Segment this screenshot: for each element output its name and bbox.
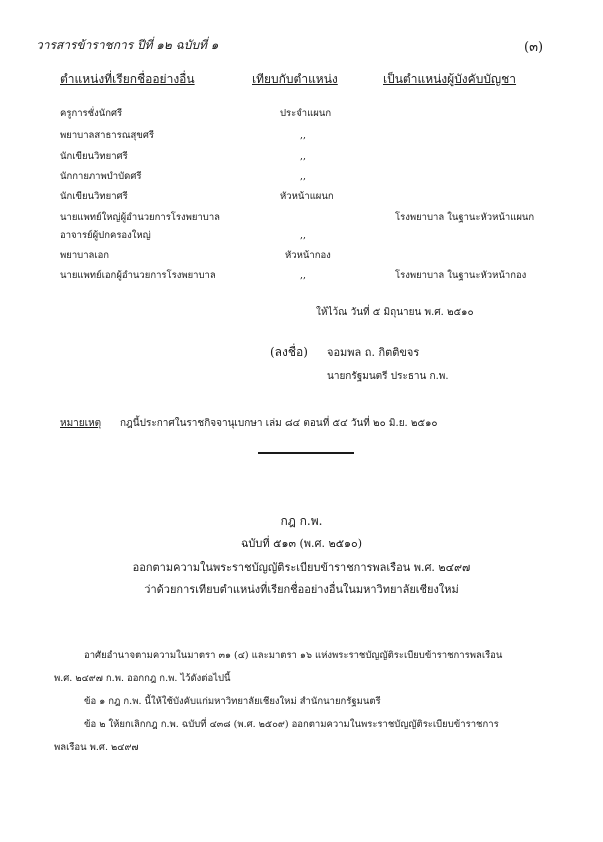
- row-title: นายแพทย์เอกผู้อำนวยการโรงพยาบาล: [60, 270, 216, 281]
- rule-subject: ว่าด้วยการเทียบตำแหน่งที่เรียกชื่ออย่างอื่นในมหาวิทยาลัยเชียงใหม่: [144, 583, 459, 596]
- column-header-title: ตำแหน่งที่เรียกชื่ออย่างอื่น: [60, 72, 195, 86]
- row-command: โรงพยาบาล ในฐานะหัวหน้าแผนก: [395, 212, 535, 223]
- body-clause-2: ข้อ ๒ ให้ยกเลิกกฎ ก.พ. ฉบับที่ ๔๓๘ (พ.ศ. ๒๕๐๙) ออกตามความในพระราชบัญญัติระเบียบข้าราชการ: [84, 719, 499, 730]
- row-equivalent: ,,: [300, 230, 307, 241]
- signature-label: (ลงชื่อ): [270, 345, 308, 359]
- row-title: อาจารย์ผู้ปกครองใหญ่: [60, 230, 151, 241]
- row-title: นักเขียนวิทยาศรี: [60, 151, 128, 162]
- page-number: (๓): [524, 40, 544, 55]
- row-command: โรงพยาบาล ในฐานะหัวหน้ากอง: [395, 270, 527, 281]
- signatory-name: จอมพล ถ. กิตติขจร: [327, 346, 420, 359]
- row-title: พยาบาลเอก: [60, 250, 110, 261]
- rule-subtitle: ออกตามความในพระราชบัญญัติระเบียบข้าราชการพลเรือน พ.ศ. ๒๔๙๗: [132, 561, 471, 574]
- body-paragraph-1: อาศัยอำนาจตามความในมาตรา ๓๑ (๔) และมาตรา ๑๖ แห่งพระราชบัญญัติระเบียบข้าราชการพลเรือน: [84, 650, 503, 661]
- row-equivalent: ,,: [300, 130, 307, 141]
- row-title: นายแพทย์ใหญ่ผู้อำนวยการโรงพยาบาล: [60, 212, 220, 223]
- row-equivalent: ประจำแผนก: [280, 108, 332, 119]
- rule-number: ฉบับที่ ๕๑๓ (พ.ศ. ๒๕๑๐): [240, 537, 363, 550]
- row-equivalent: หัวหน้าแผนก: [280, 191, 334, 202]
- row-equivalent: หัวหน้ากอง: [285, 250, 331, 261]
- body-paragraph-1-continued: พ.ศ. ๒๔๙๗ ก.พ. ออกกฎ ก.พ. ไว้ดังต่อไปนี้: [54, 673, 231, 684]
- note-text: กฎนี้ประกาศในราชกิจจานุเบกษา เล่ม ๘๔ ตอนที่ ๕๔ วันที่ ๒๐ มิ.ย. ๒๕๑๐: [120, 418, 438, 429]
- row-equivalent: ,,: [300, 270, 307, 281]
- column-header-command: เป็นตำแหน่งผู้บังคับบัญชา: [383, 72, 517, 86]
- row-equivalent: ,,: [300, 171, 307, 182]
- row-title: นักเขียนวิทยาศรี: [60, 191, 128, 202]
- body-clause-1: ข้อ ๑ กฎ ก.พ. นี้ให้ใช้บังคับแก่มหาวิทยาลัยเชียงใหม่ สำนักนายกรัฐมนตรี: [84, 696, 381, 707]
- row-equivalent: ,,: [300, 151, 307, 162]
- column-header-equivalent: เทียบกับตำแหน่ง: [252, 72, 338, 86]
- journal-header: วารสารข้าราชการ ปีที่ ๑๒ ฉบับที่ ๑: [36, 38, 219, 52]
- row-title: พยาบาลสาธารณสุขศรี: [60, 130, 154, 141]
- row-title: นักกายภาพบำบัดศรี: [60, 171, 142, 182]
- note-label: หมายเหตุ: [60, 418, 102, 429]
- given-date: ให้ไว้ณ วันที่ ๕ มิถุนายน พ.ศ. ๒๕๑๐: [316, 307, 474, 318]
- section-divider: [258, 452, 354, 454]
- body-clause-2-continued: พลเรือน พ.ศ. ๒๔๙๗: [54, 742, 139, 753]
- row-title: ครูการชั่งนักศรี: [60, 108, 123, 119]
- signatory-position: นายกรัฐมนตรี ประธาน ก.พ.: [327, 371, 449, 382]
- rule-title: กฎ ก.พ.: [280, 514, 323, 528]
